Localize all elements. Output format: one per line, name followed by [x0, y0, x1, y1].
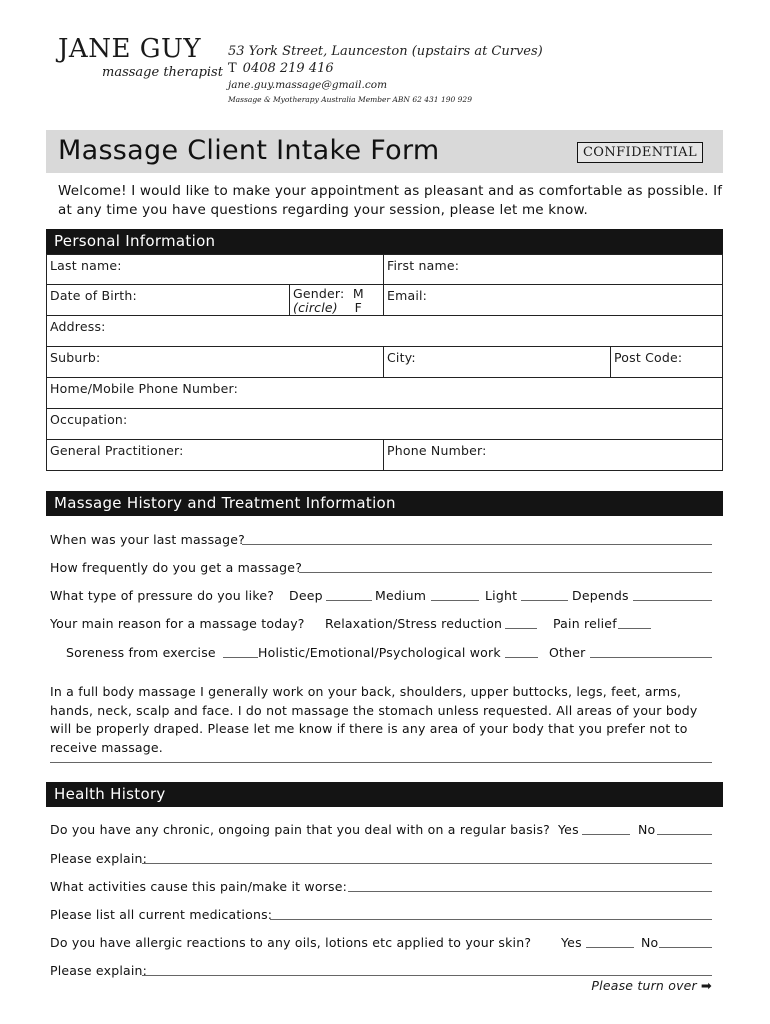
first-name-label: First name: — [387, 258, 460, 273]
phone — [228, 60, 543, 77]
dob-field[interactable] — [47, 285, 289, 315]
welcome-text: Welcome! I would like to make your appointment as pleasant and as comfortable as possible. If at any time you have questions regarding your session, please let me know. — [58, 183, 723, 218]
suburb-label: Suburb: — [50, 350, 101, 365]
pressure-light-input[interactable] — [521, 600, 568, 601]
gender-f[interactable]: F — [354, 300, 362, 315]
postcode-label: Post Code: — [614, 350, 683, 365]
gender-label: Gender: — [293, 286, 345, 301]
gp-field[interactable] — [47, 440, 383, 470]
row-phone — [46, 378, 723, 409]
arrow-right-icon: ➡ — [700, 979, 712, 994]
massage-areas-paragraph: In a full body massage I generally work on your back, shoulders, upper buttocks, legs, feet, arms, hands, neck, scalp and face. I do not massage the stomach unless requested. All areas of your body will be properly draped. Please let me know if there is any area of your body that you prefer not to receive massage. — [50, 684, 698, 755]
gender-field[interactable] — [289, 285, 383, 315]
email: jane.guy.massage@gmail.com — [228, 79, 388, 91]
row-dob — [46, 285, 723, 316]
address-field[interactable] — [47, 316, 723, 346]
section-personal-heading: Personal Information — [46, 229, 723, 254]
reason-soreness: Soreness from exercise — [66, 645, 216, 660]
occupation-label: Occupation: — [50, 412, 128, 427]
brand-logo — [58, 34, 223, 80]
chronic-pain-question: Do you have any chronic, ongoing pain that you deal with on a regular basis? — [50, 822, 551, 837]
reason-pain: Pain relief — [553, 616, 617, 631]
allergy-yes: Yes — [561, 935, 582, 950]
explain-label-2: Please explain: — [50, 963, 148, 978]
pressure-medium: Medium — [375, 588, 427, 603]
city-field[interactable] — [383, 347, 610, 377]
chronic-no: No — [638, 822, 656, 837]
reason-relax: Relaxation/Stress reduction — [325, 616, 503, 631]
gp-label: General Practitioner: — [50, 443, 184, 458]
suburb-field[interactable] — [47, 347, 383, 377]
postcode-field[interactable] — [610, 347, 723, 377]
title-band — [46, 130, 723, 173]
reason-other-input[interactable] — [590, 657, 712, 658]
phone-label: Home/Mobile Phone Number: — [50, 381, 239, 396]
chronic-yes: Yes — [558, 822, 579, 837]
dob-label: Date of Birth: — [50, 288, 137, 303]
explain-label-1: Please explain: — [50, 851, 148, 866]
reason-pain-input[interactable] — [618, 628, 651, 629]
allergy-no: No — [641, 935, 659, 950]
brand-subtitle: massage therapist — [102, 65, 223, 80]
reason-soreness-input[interactable] — [223, 657, 258, 658]
first-name-field[interactable] — [383, 255, 723, 284]
reason-holistic: Holistic/Emotional/Psychological work — [258, 645, 501, 660]
explain-input-1[interactable] — [142, 863, 712, 864]
activities-question: What activities cause this pain/make it worse: — [50, 879, 348, 894]
membership: Massage & Myotherapy Australia Member ABN 62 431 190 929 — [228, 95, 472, 104]
allergy-yes-input[interactable] — [586, 947, 634, 948]
gp-phone-label: Phone Number: — [387, 443, 487, 458]
email-field[interactable] — [383, 285, 723, 315]
row-suburb — [46, 347, 723, 378]
explain-input-2[interactable] — [142, 975, 712, 976]
pressure-deep: Deep — [289, 588, 323, 603]
phone-number: 0408 219 416 — [242, 61, 334, 76]
gender-m[interactable]: M — [352, 286, 364, 301]
reason-holistic-input[interactable] — [505, 657, 538, 658]
last-name-label: Last name: — [50, 258, 122, 273]
allergy-question: Do you have allergic reactions to any oils, lotions etc applied to your skin? — [50, 935, 532, 950]
pressure-deep-input[interactable] — [326, 600, 372, 601]
row-occupation — [46, 409, 723, 440]
gender-hint: (circle) — [293, 300, 338, 315]
turn-over-text: Please turn over — [591, 978, 697, 993]
pressure-question: What type of pressure do you like? — [50, 588, 275, 603]
reason-other: Other — [549, 645, 586, 660]
pressure-medium-input[interactable] — [431, 600, 479, 601]
chronic-yes-input[interactable] — [582, 834, 630, 835]
pressure-light: Light — [485, 588, 518, 603]
pressure-depends-input[interactable] — [633, 600, 712, 601]
allergy-no-input[interactable] — [659, 947, 712, 948]
last-massage-input[interactable] — [242, 544, 712, 545]
contact-block — [228, 44, 543, 107]
medications-input[interactable] — [270, 919, 712, 920]
address: 53 York Street, Launceston (upstairs at Curves) — [228, 44, 543, 59]
separator-line — [50, 762, 712, 763]
turn-over-note — [591, 978, 712, 994]
chronic-no-input[interactable] — [657, 834, 712, 835]
brand-name: JANE GUY — [58, 34, 202, 64]
pressure-depends: Depends — [572, 588, 629, 603]
activities-input[interactable] — [348, 891, 712, 892]
frequency-question: How frequently do you get a massage? — [50, 560, 303, 575]
personal-table — [46, 254, 723, 471]
confidential-badge: CONFIDENTIAL — [577, 142, 703, 163]
last-name-field[interactable] — [47, 255, 383, 284]
last-massage-question: When was your last massage? — [50, 532, 246, 547]
section-history-heading: Massage History and Treatment Information — [46, 491, 723, 516]
email-label: Email: — [387, 288, 428, 303]
address-label: Address: — [50, 319, 106, 334]
medications-question: Please list all current medications: — [50, 907, 273, 922]
page-title: Massage Client Intake Form — [58, 135, 440, 166]
reason-question: Your main reason for a massage today? — [50, 616, 305, 631]
phone-prefix: T — [228, 61, 237, 76]
frequency-input[interactable] — [299, 572, 712, 573]
row-address — [46, 316, 723, 347]
phone-field[interactable] — [47, 378, 723, 408]
row-gp — [46, 440, 723, 471]
reason-relax-input[interactable] — [505, 628, 537, 629]
city-label: City: — [387, 350, 416, 365]
occupation-field[interactable] — [47, 409, 723, 439]
gp-phone-field[interactable] — [383, 440, 723, 470]
row-names — [46, 254, 723, 285]
section-health-heading: Health History — [46, 782, 723, 807]
